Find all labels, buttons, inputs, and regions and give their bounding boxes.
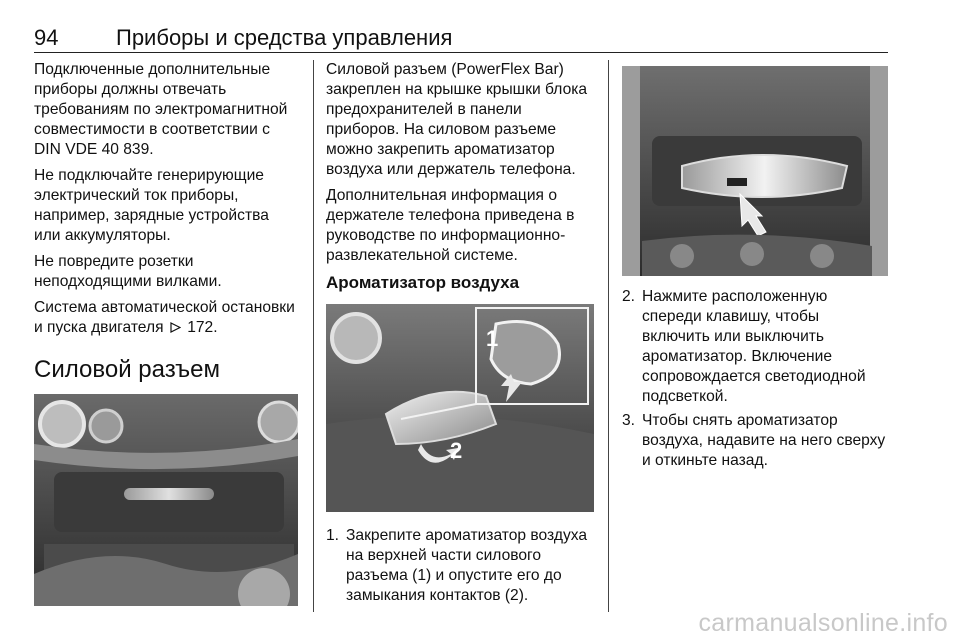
header-rule bbox=[34, 52, 888, 53]
column-2 bbox=[326, 60, 594, 610]
power-outlet-illustration bbox=[34, 394, 298, 606]
column-1 bbox=[34, 60, 298, 606]
section-heading-power-outlet: Силовой разъем bbox=[34, 356, 221, 383]
power-bar-paragraph: Силовой разъем (PowerFlex Bar) закреплен на крышке крышки блока предохранителей в панели приборов. На силовом разъеме можно закрепить ароматизатор воздуха или держатель телефона. bbox=[326, 61, 588, 178]
step-2-number: 2. bbox=[622, 288, 636, 305]
emc-paragraph: Подключенные дополнительные приборы должны отвечать требованиям по электромагнитной совместимости в соответствии с DIN VDE 40 839. bbox=[34, 61, 288, 158]
step-1-text: Закрепите ароматизатор воздуха на верхней части силового разъема (1) и опустите его до замыкания контактов (2). bbox=[346, 527, 588, 604]
step-2 bbox=[622, 287, 888, 407]
column-divider-2 bbox=[608, 60, 609, 612]
plug-warning-paragraph: Не повредите розетки неподходящими вилками. bbox=[34, 253, 222, 290]
air-freshener-photo bbox=[326, 304, 594, 512]
page-header bbox=[34, 22, 888, 54]
step-3 bbox=[622, 411, 888, 471]
freshener-button-photo bbox=[622, 66, 888, 276]
figure-label-1: 1 bbox=[486, 326, 499, 351]
air-freshener-illustration bbox=[326, 304, 594, 512]
page-reference-icon bbox=[170, 322, 181, 333]
step-1 bbox=[326, 526, 594, 606]
phone-holder-paragraph: Дополнительная информация о держателе телефона приведена в руководстве по информационно-развлекательной системе. bbox=[326, 187, 575, 264]
freshener-button-illustration bbox=[622, 66, 888, 276]
chapter-title: Приборы и средства управления bbox=[116, 25, 453, 50]
watermark: carmanualsonline.info bbox=[698, 609, 948, 637]
page-number: 94 bbox=[34, 25, 59, 50]
step-3-number: 3. bbox=[622, 412, 636, 429]
column-divider-1 bbox=[313, 60, 314, 612]
column-3 bbox=[622, 287, 888, 475]
figure-label-2: 2 bbox=[450, 438, 463, 463]
step-1-number: 1. bbox=[326, 527, 340, 544]
step-2-text: Нажмите расположенную спереди клавишу, чтобы включить или выключить ароматизатор. Включение сопровождается светодиодной подсветкой. bbox=[642, 288, 866, 405]
step-3-text: Чтобы снять ароматизатор воздуха, надавите на него сверху и откиньте назад. bbox=[642, 412, 886, 469]
stop-start-page-link[interactable]: 172. bbox=[187, 319, 218, 336]
stop-start-text: Система автоматической остановки и пуска двигателя bbox=[34, 299, 295, 336]
no-generators-paragraph: Не подключайте генерирующие электрический ток приборы, например, зарядные устройства или аккумуляторы. bbox=[34, 167, 269, 244]
subheading-air-freshener: Ароматизатор воздуха bbox=[326, 273, 520, 292]
stop-start-paragraph bbox=[34, 298, 298, 338]
power-outlet-photo bbox=[34, 394, 298, 606]
